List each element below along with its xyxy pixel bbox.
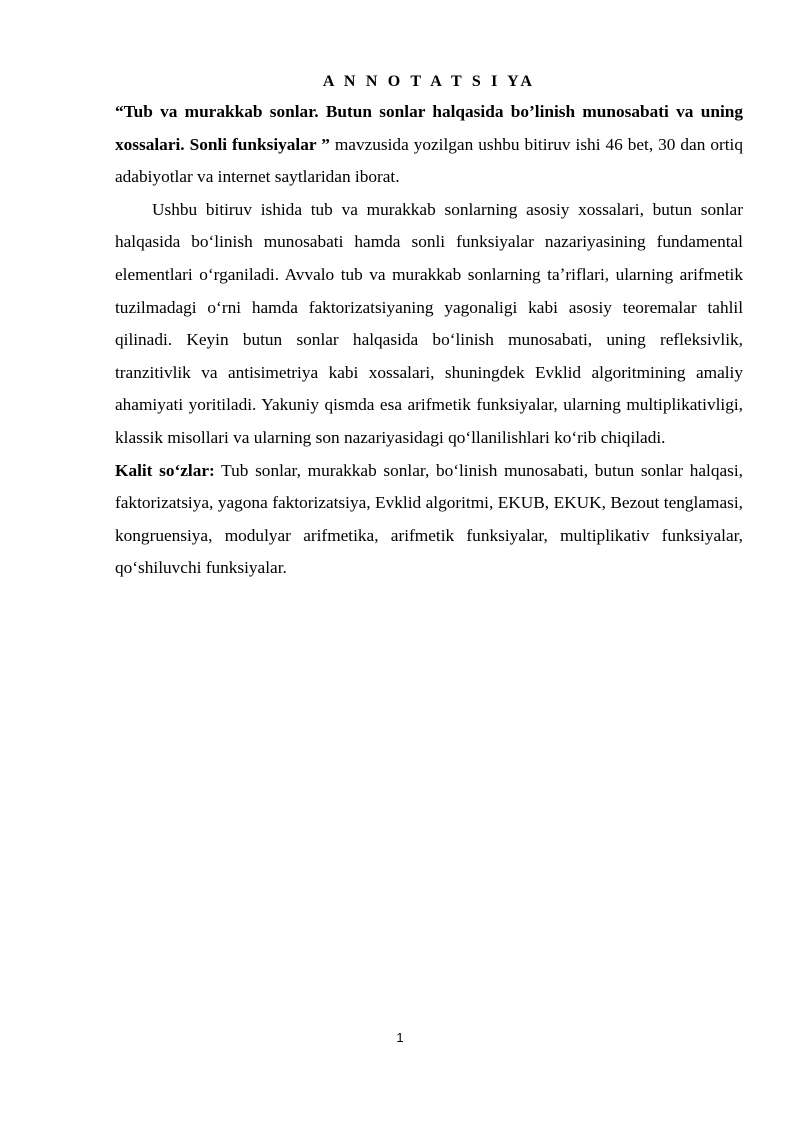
body-paragraph: Ushbu bitiruv ishida tub va murakkab sonlarning asosiy xossalari, butun sonlar halqasida boʻlinish munosabati hamda sonli funksiyalar nazariyasining fundamental elementlari oʻrganiladi. Avvalo tub va murakkab sonlarning taʼriflari, ularning arifmetik tuzilmadagi oʻrni hamda faktorizatsiyaning yagonaligi kabi asosiy teoremalar tahlil qilinadi. Keyin butun sonlar halqasida boʻlinish munosabati, uning refleksivlik, tranzitivlik va antisimetriya kabi xossalari, shuningdek Evklid algoritmining amaliy ahamiyati yoritiladi. Yakuniy qismda esa arifmetik funksiyalar, ularning multiplikativligi, klassik misollari va ularning son nazariyasidagi qoʻllanilishlari koʻrib chiqiladi. (115, 199, 743, 447)
intro-paragraph (115, 96, 743, 194)
keywords-text: Tub sonlar, murakkab sonlar, boʻlinish munosabati, butun sonlar halqasi, faktorizatsiya, yagona faktorizatsiya, Evklid algoritmi, EKUB, EKUK, Bezout tenglamasi, kongruensiya, modulyar arifmetika, arifmetik funksiyalar, multiplikativ funksiyalar, qoʻshiluvchi funksiyalar. (115, 460, 744, 578)
intro-text: mavzusida yozilgan ushbu bitiruv ishi 46 bet, 30 dan ortiq adabiyotlar va internet saytlaridan iborat. (115, 134, 743, 187)
keywords-paragraph (115, 455, 743, 585)
annotation-page (115, 72, 743, 585)
thesis-title: “Tub va murakkab sonlar. Butun sonlar halqasida bo’linish munosabati va uning xossalari. Sonli funksiyalar ” (115, 102, 743, 154)
annotation-heading: A N N O T A T S I YA (322, 73, 536, 90)
page-number: 1 (396, 1030, 404, 1045)
keywords-label: Kalit soʻzlar: (115, 460, 215, 480)
